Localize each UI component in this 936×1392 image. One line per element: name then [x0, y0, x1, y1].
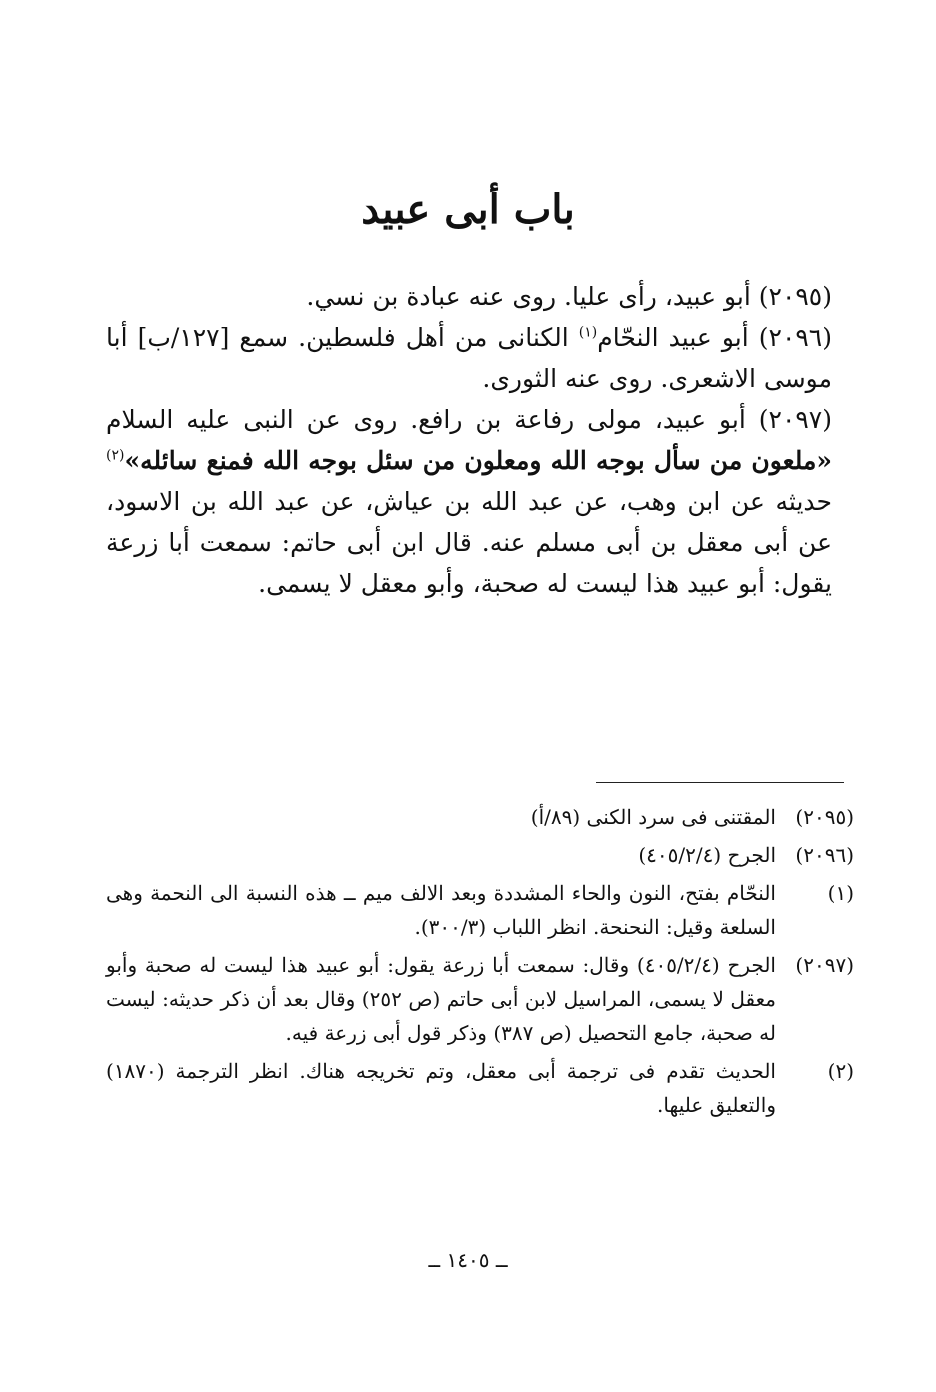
- footnote-number: (٢٠٩٧): [795, 953, 854, 977]
- footnote-number: (٢٠٩٥): [795, 805, 854, 829]
- hadith-quote: «ملعون من سأل بوجه الله ومعلون من سئل بوجه الله فمنع سائله»: [124, 446, 832, 475]
- entry-text: أبو عبيد النحّام: [597, 323, 749, 352]
- entry-number: (٢٠٩٥): [758, 282, 832, 311]
- footnotes: [106, 800, 854, 1126]
- entry-number: (٢٠٩٦): [758, 323, 832, 352]
- entry-number: (٢٠٩٧): [758, 405, 832, 434]
- footnote: [106, 1054, 854, 1122]
- entry-2095: [106, 276, 832, 317]
- footnote: [106, 838, 854, 872]
- footnote-number: (٢): [827, 1059, 854, 1083]
- footnote-text: النحّام بفتح، النون والحاء المشددة وبعد الالف ميم ــ هذه النسبة الى النحمة وهى السلعة وقيل: النحنحة. انظر اللباب (٣٠٠/٣).: [106, 881, 776, 939]
- chapter-title: باب أبى عبيد: [361, 186, 575, 233]
- footnote-text: الجرح (٤٠٥/٢/٤): [638, 843, 776, 867]
- page-number: ــ ١٤٠٥ ــ: [428, 1248, 508, 1272]
- entry-text: حديثه عن ابن وهب، عن عبد الله بن عياش، عن عبد الله بن الاسود، عن أبى معقل بن أبى مسلم عنه. قال ابن أبى حاتم: سمعت أبا زرعة يقول: أبو عبيد هذا ليست له صحبة، وأبو معقل لا يسمى.: [106, 487, 832, 598]
- footnote-text: الجرح (٤٠٥/٢/٤) وقال: سمعت أبا زرعة يقول: أبو عبيد هذا ليست له صحبة وأبو معقل لا يسمى، المراسيل لابن أبى حاتم (ص ٢٥٢) وقال بعد أن ذكر حديثه: ليست له صحبة، جامع التحصيل (ص ٣٨٧) وذكر قول أبى زرعة فيه.: [106, 953, 776, 1045]
- entry-text: الكنانى من أهل فلسطين. سمع [١٢٧/ب] أبا موسى الاشعرى. روى عنه الثورى.: [106, 323, 832, 393]
- footnote: [106, 800, 854, 834]
- footnote-number: (١): [827, 881, 854, 905]
- footnote-number: (٢٠٩٦): [795, 843, 854, 867]
- entry-2097: [106, 399, 832, 604]
- entry-text: أبو عبيد، مولى رفاعة بن رافع. روى عن النبى عليه السلام: [106, 405, 746, 434]
- footnote-ref: (٢): [106, 447, 125, 464]
- entry-text: أبو عبيد، رأى عليا. روى عنه عبادة بن نسي.: [306, 282, 751, 311]
- footnote: [106, 948, 854, 1050]
- footnote: [106, 876, 854, 944]
- main-text: [106, 276, 832, 604]
- footnote-text: الحديث تقدم فى ترجمة أبى معقل، وتم تخريجه هناك. انظر الترجمة (١٨٧٠) والتعليق عليها.: [106, 1059, 776, 1117]
- entry-2096: [106, 317, 832, 399]
- footnote-separator: [596, 782, 844, 783]
- footnote-text: المقتنى فى سرد الكنى (٨٩/أ): [530, 805, 776, 829]
- footnote-ref: (١): [578, 324, 598, 341]
